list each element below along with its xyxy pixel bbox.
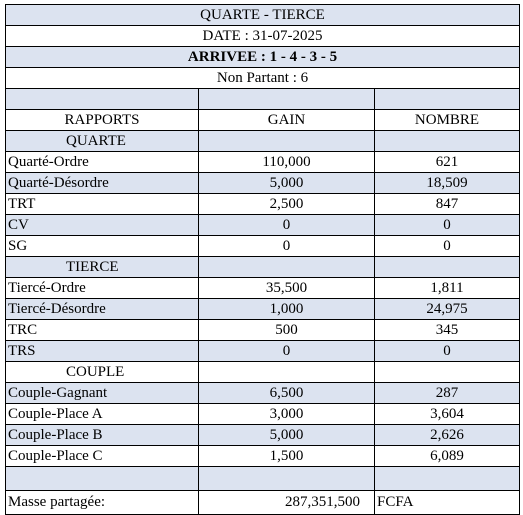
masse-label: Masse partagée:: [6, 490, 199, 514]
row-nombre: 1,811: [375, 277, 519, 298]
title-row: [6, 4, 519, 25]
row-label: Couple-Gagnant: [6, 382, 199, 403]
non-partant-row: [6, 67, 519, 88]
table-row: [6, 172, 519, 193]
table-row: [6, 382, 519, 403]
row-nombre: 0: [375, 235, 519, 256]
header-rapports: RAPPORTS: [6, 109, 199, 130]
row-label: TRS: [6, 340, 199, 361]
row-gain: 0: [199, 214, 375, 235]
date-row: [6, 25, 519, 46]
section-title: QUARTE: [6, 130, 199, 151]
section-title: TIERCE: [6, 256, 199, 277]
row-gain: 2,500: [199, 193, 375, 214]
masse-currency: FCFA: [375, 490, 519, 514]
spacer-row: [6, 466, 519, 490]
row-nombre: 3,604: [375, 403, 519, 424]
column-header-row: [6, 109, 519, 130]
table-row: [6, 424, 519, 445]
non-partant: Non Partant : 6: [6, 67, 519, 88]
row-gain: 1,000: [199, 298, 375, 319]
header-gain: GAIN: [199, 109, 375, 130]
table-row: [6, 214, 519, 235]
arrivee-row: [6, 46, 519, 67]
row-gain: 3,000: [199, 403, 375, 424]
row-nombre: 18,509: [375, 172, 519, 193]
row-gain: 0: [199, 235, 375, 256]
table-row: [6, 340, 519, 361]
row-label: TRC: [6, 319, 199, 340]
table-row: [6, 298, 519, 319]
row-label: Couple-Place C: [6, 445, 199, 466]
row-label: Tiercé-Désordre: [6, 298, 199, 319]
table-row: [6, 445, 519, 466]
table-row: [6, 277, 519, 298]
row-nombre: 847: [375, 193, 519, 214]
row-gain: 1,500: [199, 445, 375, 466]
footer-row: [6, 490, 519, 514]
row-label: Couple-Place A: [6, 403, 199, 424]
masse-amount: 287,351,500: [199, 490, 375, 514]
table-row: [6, 151, 519, 172]
row-nombre: 6,089: [375, 445, 519, 466]
row-gain: 5,000: [199, 424, 375, 445]
header-nombre: NOMBRE: [375, 109, 519, 130]
row-gain: 5,000: [199, 172, 375, 193]
row-nombre: 621: [375, 151, 519, 172]
row-label: Couple-Place B: [6, 424, 199, 445]
arrivee-result: ARRIVEE : 1 - 4 - 3 - 5: [6, 46, 519, 67]
row-gain: 0: [199, 340, 375, 361]
row-gain: 6,500: [199, 382, 375, 403]
row-gain: 110,000: [199, 151, 375, 172]
row-label: TRT: [6, 193, 199, 214]
row-gain: 35,500: [199, 277, 375, 298]
row-label: Quarté-Désordre: [6, 172, 199, 193]
row-nombre: 0: [375, 340, 519, 361]
section-row: [6, 130, 519, 151]
row-label: CV: [6, 214, 199, 235]
row-label: Quarté-Ordre: [6, 151, 199, 172]
row-nombre: 287: [375, 382, 519, 403]
row-gain: 500: [199, 319, 375, 340]
table-title: QUARTE - TIERCE: [6, 4, 519, 25]
row-label: Tiercé-Ordre: [6, 277, 199, 298]
row-nombre: 24,975: [375, 298, 519, 319]
race-date: DATE : 31-07-2025: [6, 25, 519, 46]
row-nombre: 2,626: [375, 424, 519, 445]
table-row: [6, 403, 519, 424]
section-row: [6, 256, 519, 277]
results-table: [5, 4, 520, 515]
section-row: [6, 361, 519, 382]
row-nombre: 0: [375, 214, 519, 235]
row-nombre: 345: [375, 319, 519, 340]
table-row: [6, 193, 519, 214]
table-row: [6, 235, 519, 256]
table-row: [6, 319, 519, 340]
spacer-row: [6, 88, 519, 109]
section-title: COUPLE: [6, 361, 199, 382]
row-label: SG: [6, 235, 199, 256]
